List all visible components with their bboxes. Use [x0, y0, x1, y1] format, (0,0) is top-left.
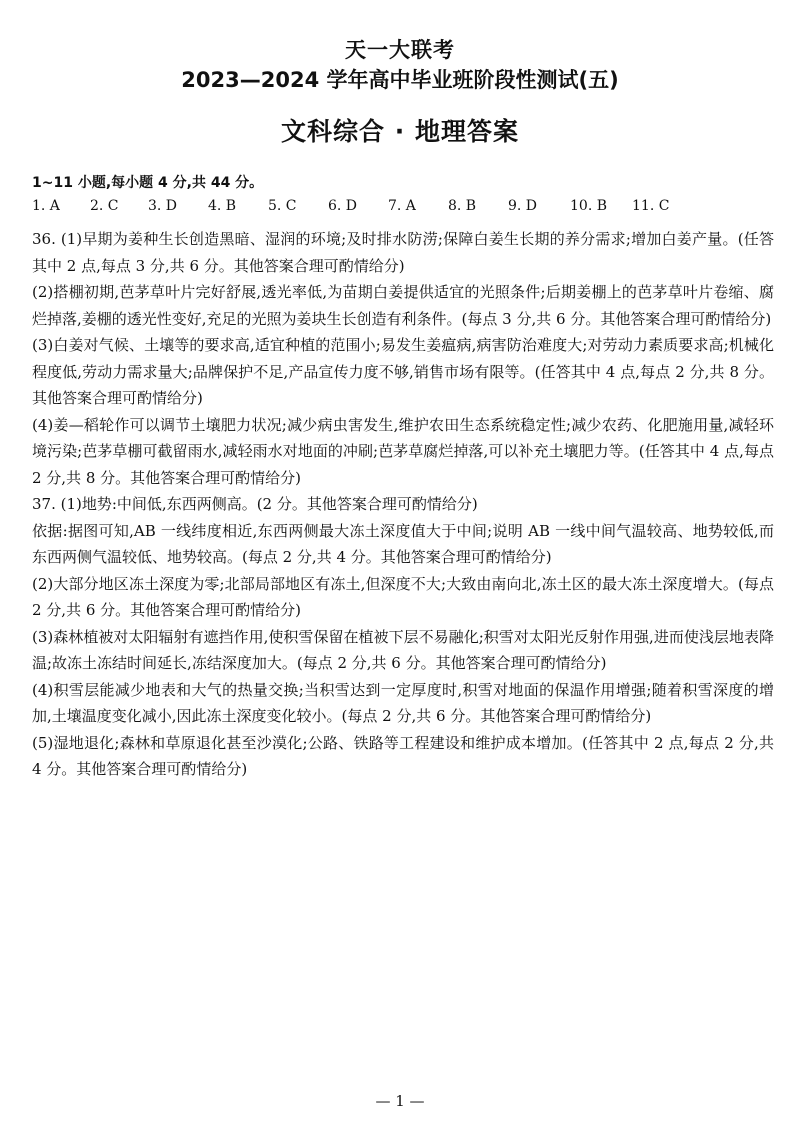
exam-name-title: 2023—2024 学年高中毕业班阶段性测试(五)	[181, 68, 619, 92]
exam-organizer-title: 天一大联考	[345, 38, 455, 62]
q36-part4: (4)姜—稻轮作可以调节土壤肥力状况;减少病虫害发生,维护农田生态系统稳定性;减少农药、化肥施用量,减轻环境污染;芭茅草棚可截留雨水,减轻雨水对地面的冲刷;芭茅草腐烂掉落,可以补充土壤肥力等。(任答其中 4 点,每点 2 分,共 8 分。其他答案合理可酌情给分)	[32, 415, 774, 487]
subject-answer-title: 文科综合 · 地理答案	[281, 117, 519, 146]
q37-part3: (3)森林植被对太阳辐射有遮挡作用,使积雪保留在植被下层不易融化;积雪对太阳光反射作用强,进而使浅层地表降温;故冻土冻结时间延长,冻结深度加大。(每点 2 分,共 6 分。其他答案合理可酌情给分)	[32, 627, 774, 672]
choice-answer-row	[32, 198, 772, 218]
choice-answer: 11. C	[632, 198, 670, 214]
choice-answer: 8. B	[448, 198, 477, 214]
choice-answer: 9. D	[508, 198, 538, 214]
q36-part2: (2)搭棚初期,芭茅草叶片完好舒展,透光率低,为苗期白姜提供适宜的光照条件;后期姜棚上的芭茅草叶片卷缩、腐烂掉落,姜棚的透光性变好,充足的光照为姜块生长创造有利条件。(每点 3 分,共 6 分。其他答案合理可酌情给分)	[32, 283, 774, 328]
choice-answer: 7. A	[388, 198, 416, 214]
choice-answer: 4. B	[208, 198, 237, 214]
choice-section-intro: 1~11 小题,每小题 4 分,共 44 分。	[32, 175, 264, 191]
q37-part5: (5)湿地退化;森林和草原退化甚至沙漠化;公路、铁路等工程建设和维护成本增加。(任答其中 2 点,每点 2 分,共 4 分。其他答案合理可酌情给分)	[32, 733, 774, 778]
q36-part1: 36. (1)早期为姜种生长创造黑暗、湿润的环境;及时排水防涝;保障白姜生长期的养分需求;增加白姜产量。(任答其中 2 点,每点 3 分,共 6 分。其他答案合理可酌情给分)	[32, 230, 774, 275]
choice-answer: 3. D	[148, 198, 178, 214]
choice-answer: 10. B	[570, 198, 608, 214]
q37-part4: (4)积雪层能减少地表和大气的热量交换;当积雪达到一定厚度时,积雪对地面的保温作用增强;随着积雪深度的增加,土壤温度变化减小,因此冻土深度变化较小。(每点 2 分,共 6 分。其他答案合理可酌情给分)	[32, 680, 774, 725]
free-response-answers	[32, 226, 774, 783]
choice-answer: 6. D	[328, 198, 358, 214]
choice-answer: 5. C	[268, 198, 297, 214]
q37-part1: 37. (1)地势:中间低,东西两侧高。(2 分。其他答案合理可酌情给分)	[32, 495, 478, 513]
q37-part1-basis: 依据:据图可知,AB 一线纬度相近,东西两侧最大冻土深度值大于中间;说明 AB 一线中间气温较高、地势较低,而东西两侧气温较低、地势较高。(每点 2 分,共 4 分。其他答案合理可酌情给分)	[32, 521, 774, 566]
page-number: — 1 —	[375, 1092, 425, 1110]
choice-answer: 2. C	[90, 198, 119, 214]
choice-answer: 1. A	[32, 198, 60, 214]
q37-part2: (2)大部分地区冻土深度为零;北部局部地区有冻土,但深度不大;大致由南向北,冻土区的最大冻土深度增大。(每点 2 分,共 6 分。其他答案合理可酌情给分)	[32, 574, 774, 619]
q36-part3: (3)白姜对气候、土壤等的要求高,适宜种植的范围小;易发生姜瘟病,病害防治难度大;对劳动力素质要求高;机械化程度低,劳动力需求量大;品牌保护不足,产品宣传力度不够,销售市场有限等。(任答其中 4 点,每点 2 分,共 8 分。其他答案合理可酌情给分)	[32, 336, 774, 407]
